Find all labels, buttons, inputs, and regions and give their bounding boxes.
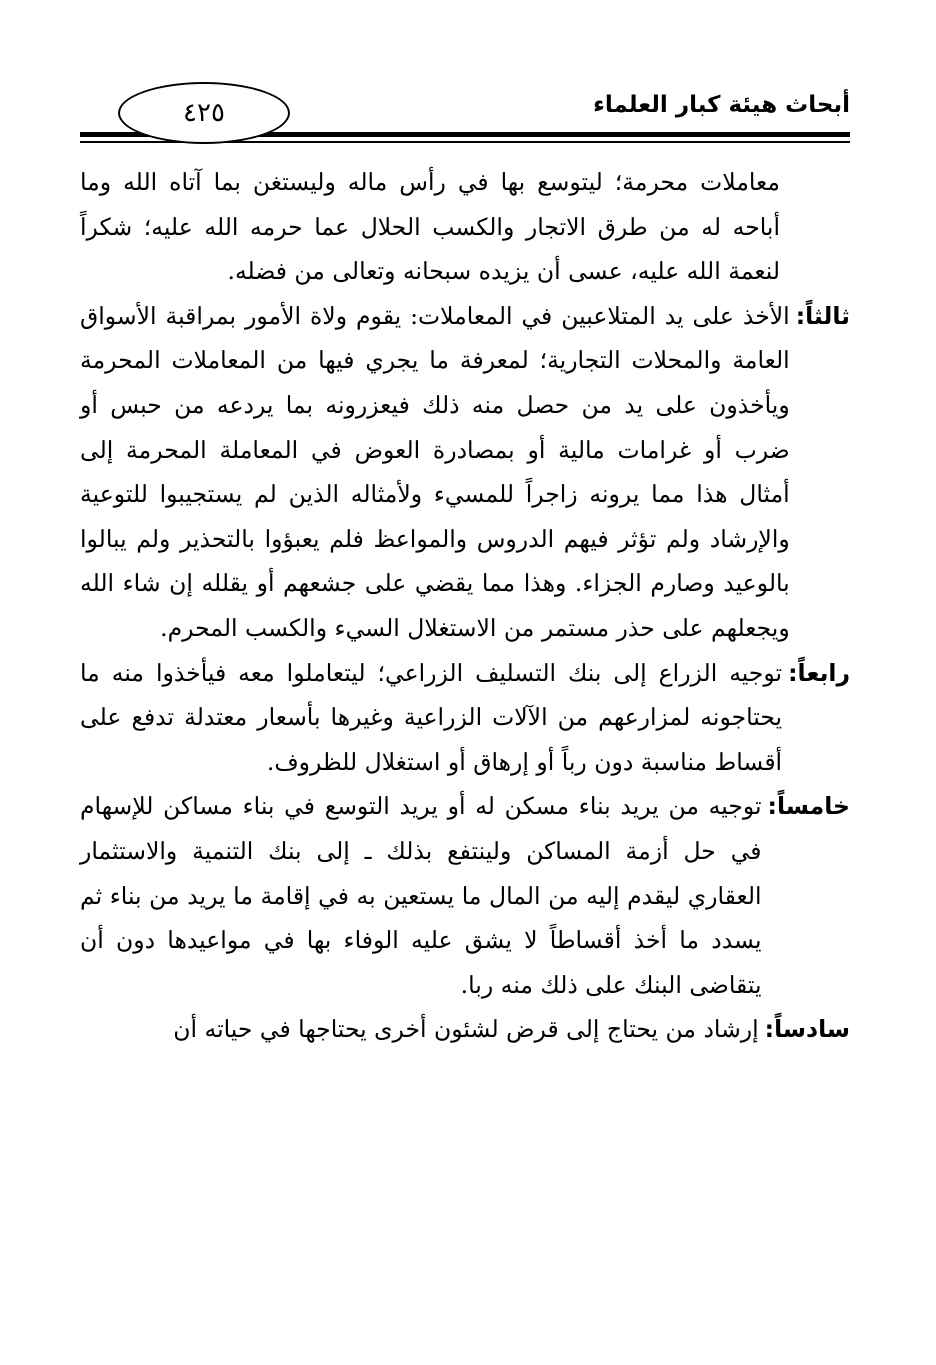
item-label: رابعاً: xyxy=(788,658,850,687)
continuation-paragraph: معاملات محرمة؛ ليتوسع بها في رأس ماله وليستغن بما آتاه الله وما أباحه له من طرق الاتجار والكسب الحلال عما حرمه الله عليه؛ شكراً لنعمة الله عليه، عسى أن يزيده سبحانه وتعالى من فضله. xyxy=(80,168,780,286)
item-label: خامساً: xyxy=(767,792,850,821)
item-text: توجيه الزراع إلى بنك التسليف الزراعي؛ ليتعاملوا معه فيأخذوا منه ما يحتاجونه لمزارعهم من الآلات الزراعية وغيرها بأسعار معتدلة تدفع على أقساط مناسبة دون رباً أو إرهاق أو استغلال للظروف. xyxy=(80,658,783,776)
list-item-fourth xyxy=(80,651,850,785)
item-text: الأخذ على يد المتلاعبين في المعاملات: يقوم ولاة الأمور بمراقبة الأسواق العامة والمحلات التجارية؛ لمعرفة ما يجري فيها من المعاملات المحرمة ويأخذون على يد من حصل منه ذلك فيعزرونه بما يردعه من حبس أو ضرب أو غرامات مالية أو بمصادرة العوض في المعاملة المحرمة إلى أمثال هذا مما يرونه زاجراً للمسيء ولأمثاله الذين لم يستجيبوا للتوعية والإرشاد ولم تؤثر فيهم الدروس والمواعظ فلم يعبؤوا بالتحذير ولم يبالوا بالوعيد وصارم الجزاء. وهذا مما يقضي على جشعهم أو يقلله إن شاء الله ويجعلهم على حذر مستمر من الاستغلال السيء والكسب المحرم. xyxy=(80,301,790,642)
item-text: إرشاد من يحتاج إلى قرض لشئون أخرى يحتاجها في حياته أن xyxy=(173,1015,759,1044)
item-label: سادساً: xyxy=(764,1015,850,1044)
list-item-fifth xyxy=(80,784,850,1007)
item-text: توجيه من يريد بناء مسكن له أو يريد التوسع في بناء مساكن للإسهام في حل أزمة المساكن ولينتفع بذلك ـ إلى بنك التنمية والاستثمار العقاري ليقدم إليه من المال ما يستعين به في إقامة ما يريد من بناء ثم يسدد ما أخذ أقساطاً لا يشق عليه الوفاء بها في مواعيدها دون أن يتقاضى البنك على ذلك منه ربا. xyxy=(80,792,762,999)
list-item-third xyxy=(80,294,850,651)
running-title: أبحاث هيئة كبار العلماء xyxy=(593,92,850,118)
page-number: ٤٢٥ xyxy=(118,82,290,144)
body-text xyxy=(80,160,850,1052)
list-item-sixth xyxy=(80,1007,850,1052)
item-label: ثالثاً: xyxy=(795,301,850,330)
